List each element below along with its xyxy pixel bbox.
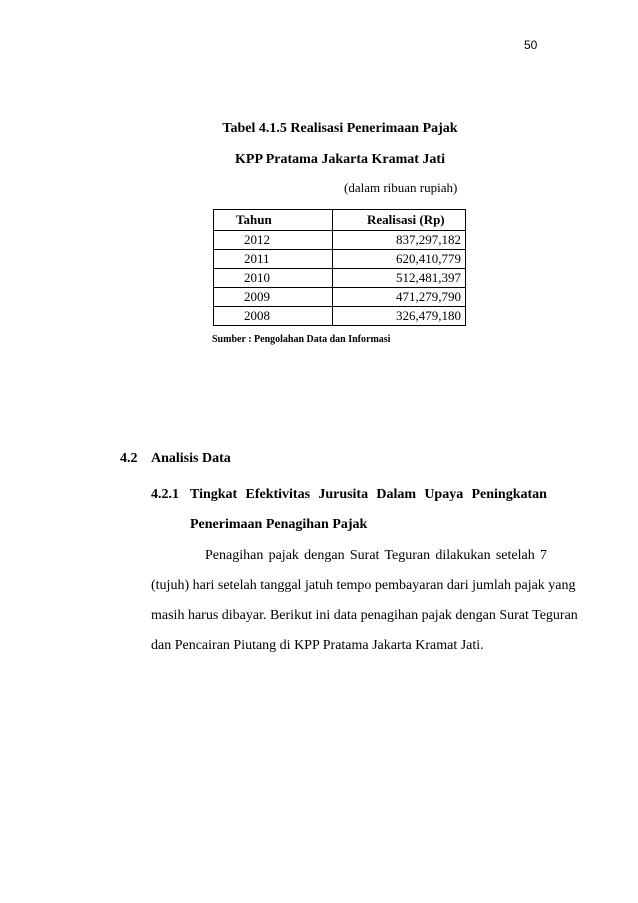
- subsection-title-word: Efektivitas: [245, 487, 311, 502]
- subsection-number: 4.2.1: [151, 487, 179, 502]
- subsection-title-word: Upaya: [424, 487, 464, 502]
- cell-year: 2009: [214, 288, 333, 307]
- table-row: [214, 231, 466, 250]
- section-number: 4.2: [120, 451, 138, 466]
- subsection-title-line1: [190, 487, 547, 503]
- table-header-row: [214, 210, 466, 231]
- cell-value: 471,279,790: [333, 288, 466, 307]
- table-title: Tabel 4.1.5 Realisasi Penerimaan Pajak: [222, 121, 458, 136]
- cell-year: 2010: [214, 269, 333, 288]
- paragraph-line: masih harus dibayar. Berikut ini data penagihan pajak dengan Surat Teguran: [151, 608, 578, 623]
- cell-year: 2011: [214, 250, 333, 269]
- paragraph-line: (tujuh) hari setelah tanggal jatuh tempo pembayaran dari jumlah pajak yang: [151, 578, 576, 593]
- table-subtitle: KPP Pratama Jakarta Kramat Jati: [235, 152, 445, 167]
- unit-note: (dalam ribuan rupiah): [344, 180, 458, 195]
- subsection-title-word: Tingkat: [190, 487, 238, 502]
- cell-value: 512,481,397: [333, 269, 466, 288]
- subsection-title-word: Dalam: [376, 487, 417, 502]
- paragraph-line: dan Pencairan Piutang di KPP Pratama Jakarta Kramat Jati.: [151, 638, 484, 653]
- cell-value: 326,479,180: [333, 307, 466, 326]
- table-source: Sumber : Pengolahan Data dan Informasi: [212, 334, 391, 345]
- table-row: [214, 288, 466, 307]
- header-tahun: Tahun: [214, 210, 333, 231]
- table-row: [214, 250, 466, 269]
- cell-value: 620,410,779: [333, 250, 466, 269]
- paragraph-line: Penagihan pajak dengan Surat Teguran dilakukan setelah 7: [205, 548, 547, 563]
- page-number: 50: [524, 38, 538, 52]
- table-row: [214, 269, 466, 288]
- header-realisasi: Realisasi (Rp): [333, 210, 466, 231]
- cell-year: 2012: [214, 231, 333, 250]
- cell-value: 837,297,182: [333, 231, 466, 250]
- table-row: [214, 307, 466, 326]
- realisasi-table: [213, 209, 466, 326]
- cell-year: 2008: [214, 307, 333, 326]
- subsection-title-line2: Penerimaan Penagihan Pajak: [190, 517, 368, 532]
- subsection-title-word: Jurusita: [318, 487, 369, 502]
- section-title: Analisis Data: [151, 451, 231, 466]
- subsection-title-word: Peningkatan: [471, 487, 547, 502]
